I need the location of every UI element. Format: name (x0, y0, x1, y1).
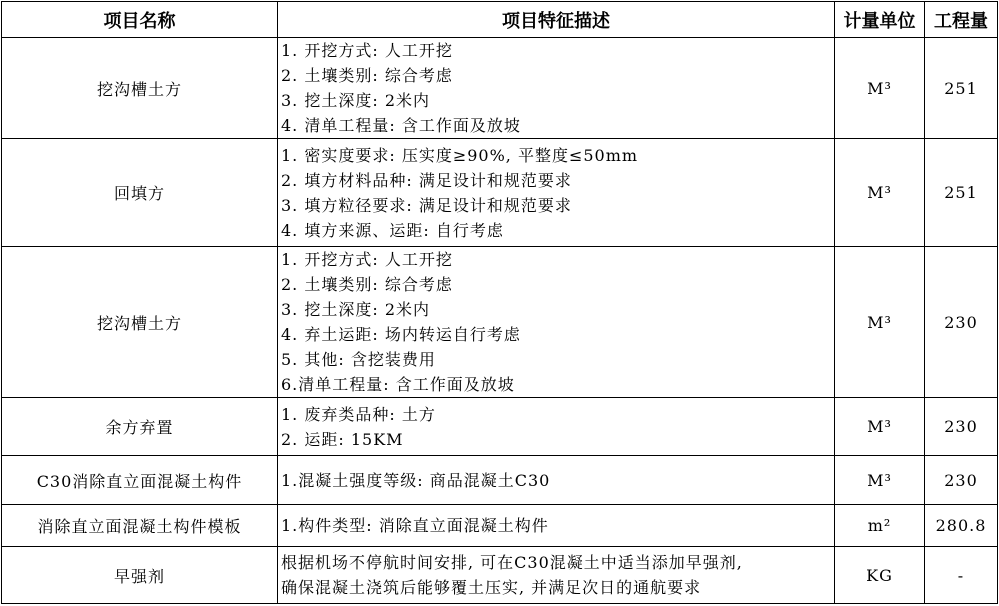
table-row (2, 456, 998, 505)
item-name: 早强剂 (2, 547, 278, 604)
description-line: 根据机场不停航时间安排, 可在C30混凝土中适当添加早强剂, (281, 553, 743, 572)
description-line: 1.构件类型: 消除直立面混凝土构件 (281, 516, 549, 535)
table-row (2, 247, 998, 398)
table-row (2, 505, 998, 547)
item-unit: KG (835, 547, 925, 604)
item-unit: M³ (835, 456, 925, 505)
description-line: 1. 开挖方式: 人工开挖 (281, 41, 453, 60)
header-unit: 计量单位 (835, 2, 925, 38)
item-description (278, 456, 835, 505)
item-unit: M³ (835, 247, 925, 398)
description-line: 1. 开挖方式: 人工开挖 (281, 250, 453, 269)
item-name: 消除直立面混凝土构件模板 (2, 505, 278, 547)
item-quantity: 251 (925, 139, 998, 247)
description-line: 1. 废弃类品种: 土方 (281, 404, 436, 424)
description-line: 3. 挖土深度: 2米内 (281, 91, 431, 110)
item-quantity: 230 (925, 456, 998, 505)
table-row (2, 547, 998, 604)
description-line: 2. 运距: 15KM (281, 429, 404, 449)
description-line: 5. 其他: 含挖装费用 (281, 350, 436, 369)
description-line: 3. 挖土深度: 2米内 (281, 300, 431, 319)
item-unit: m² (835, 505, 925, 547)
header-row (2, 2, 998, 38)
table-row (2, 139, 998, 247)
item-name: C30消除直立面混凝土构件 (2, 456, 278, 505)
item-quantity: 280.8 (925, 505, 998, 547)
table-row (2, 398, 998, 456)
description-line: 2. 土壤类别: 综合考虑 (281, 275, 453, 294)
item-description (278, 247, 835, 398)
description-line: 2. 土壤类别: 综合考虑 (281, 66, 453, 85)
item-name: 余方弃置 (2, 398, 278, 456)
item-quantity: 230 (925, 398, 998, 456)
header-name: 项目名称 (2, 2, 278, 38)
description-line: 1.混凝土强度等级: 商品混凝土C30 (281, 470, 551, 490)
item-quantity: - (925, 547, 998, 604)
description-line: 2. 填方材料品种: 满足设计和规范要求 (281, 170, 572, 190)
item-unit: M³ (835, 139, 925, 247)
bill-of-quantities-table (1, 1, 998, 604)
description-line: 4. 填方来源、运距: 自行考虑 (281, 220, 504, 240)
item-quantity: 251 (925, 38, 998, 139)
description-line: 3. 填方粒径要求: 满足设计和规范要求 (281, 195, 572, 215)
item-description (278, 505, 835, 547)
item-description (278, 398, 835, 456)
item-name: 挖沟槽土方 (2, 38, 278, 139)
header-description: 项目特征描述 (278, 2, 835, 38)
item-description (278, 38, 835, 139)
description-line: 确保混凝土浇筑后能够覆土压实, 并满足次日的通航要求 (281, 578, 702, 597)
description-line: 4. 弃土运距: 场内转运自行考虑 (281, 325, 521, 344)
item-unit: M³ (835, 398, 925, 456)
header-quantity: 工程量 (925, 2, 998, 38)
item-name: 回填方 (2, 139, 278, 247)
table-row (2, 38, 998, 139)
item-quantity: 230 (925, 247, 998, 398)
item-name: 挖沟槽土方 (2, 247, 278, 398)
item-description (278, 547, 835, 604)
item-description (278, 139, 835, 247)
description-line: 4. 清单工程量: 含工作面及放坡 (281, 116, 521, 135)
description-line: 1. 密实度要求: 压实度≥90%, 平整度≤50mm (281, 145, 639, 165)
description-line: 6.清单工程量: 含工作面及放坡 (281, 375, 515, 394)
item-unit: M³ (835, 38, 925, 139)
